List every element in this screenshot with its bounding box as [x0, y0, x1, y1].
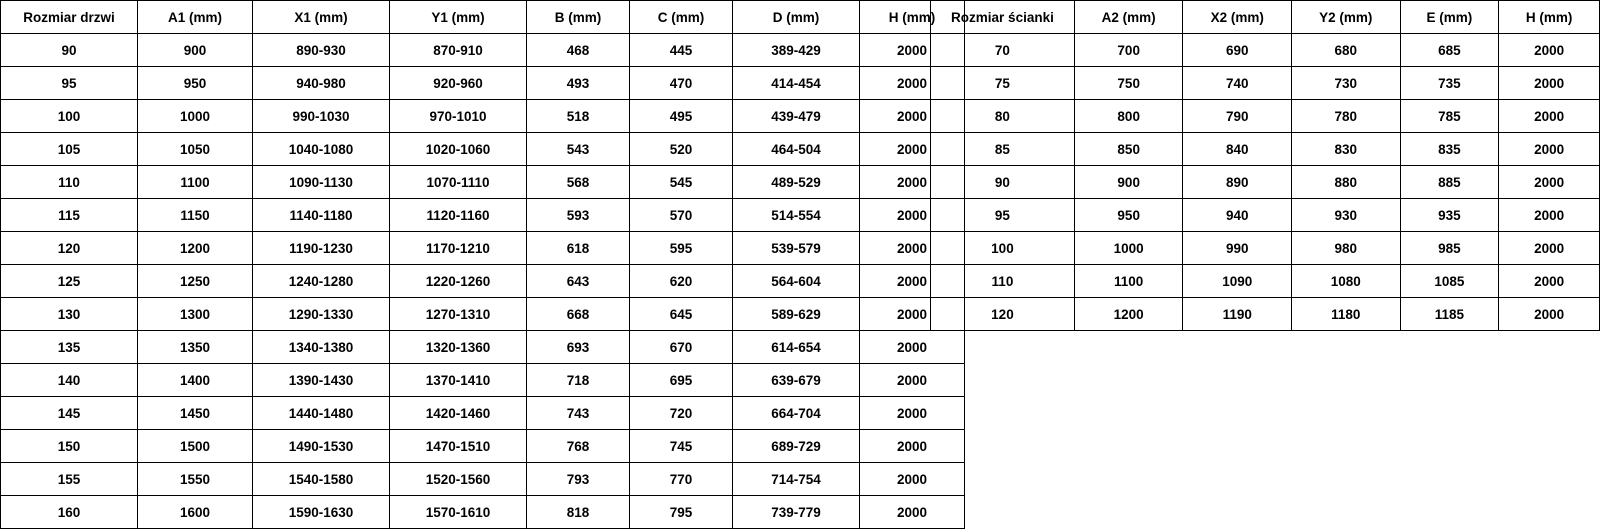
table-cell: 2000 [860, 133, 965, 166]
table-cell: 890 [1183, 166, 1292, 199]
table-cell: 940-980 [253, 67, 390, 100]
table-row [1, 67, 965, 100]
table-cell: 645 [630, 298, 733, 331]
doors_table-column-header: H (mm) [860, 1, 965, 34]
table-cell: 2000 [860, 463, 965, 496]
table-cell: 70 [931, 34, 1075, 67]
table-cell: 2000 [1499, 100, 1600, 133]
table-row [1, 331, 965, 364]
table-cell: 940 [1183, 199, 1292, 232]
table-cell: 1090-1130 [253, 166, 390, 199]
doors_table-column-header: X1 (mm) [253, 1, 390, 34]
walls_table-column-header: X2 (mm) [1183, 1, 1292, 34]
table-cell: 735 [1400, 67, 1499, 100]
table-cell: 120 [1, 232, 138, 265]
doors_table-column-header: Rozmiar drzwi [1, 1, 138, 34]
table-cell: 1470-1510 [390, 430, 527, 463]
table-cell: 1490-1530 [253, 430, 390, 463]
table-cell: 1440-1480 [253, 397, 390, 430]
table-cell: 1370-1410 [390, 364, 527, 397]
table-cell: 1350 [138, 331, 253, 364]
table-cell: 1400 [138, 364, 253, 397]
walls-size-table [930, 0, 1600, 331]
table-cell: 470 [630, 67, 733, 100]
table-cell: 1450 [138, 397, 253, 430]
table-row [1, 232, 965, 265]
table-cell: 2000 [1499, 265, 1600, 298]
doors_table-column-header: A1 (mm) [138, 1, 253, 34]
doors_table-column-header: B (mm) [527, 1, 630, 34]
table-cell: 2000 [860, 34, 965, 67]
table-cell: 595 [630, 232, 733, 265]
table-cell: 2000 [860, 364, 965, 397]
table-cell: 1290-1330 [253, 298, 390, 331]
table-cell: 2000 [1499, 133, 1600, 166]
table-cell: 2000 [1499, 232, 1600, 265]
table-cell: 1390-1430 [253, 364, 390, 397]
table-cell: 2000 [860, 496, 965, 529]
table-cell: 110 [931, 265, 1075, 298]
table-cell: 795 [630, 496, 733, 529]
table-cell: 100 [1, 100, 138, 133]
table-cell: 900 [1074, 166, 1183, 199]
table-cell: 1190 [1183, 298, 1292, 331]
table-cell: 639-679 [733, 364, 860, 397]
walls_table-column-header: A2 (mm) [1074, 1, 1183, 34]
table-cell: 1220-1260 [390, 265, 527, 298]
table-cell: 80 [931, 100, 1075, 133]
table-cell: 1070-1110 [390, 166, 527, 199]
table-row [1, 166, 965, 199]
table-cell: 2000 [860, 100, 965, 133]
table-cell: 2000 [1499, 166, 1600, 199]
walls-table-head [931, 1, 1600, 34]
doors_table-column-header: C (mm) [630, 1, 733, 34]
table-row [1, 397, 965, 430]
table-cell: 1420-1460 [390, 397, 527, 430]
table-cell: 614-654 [733, 331, 860, 364]
table-cell: 2000 [860, 166, 965, 199]
table-cell: 739-779 [733, 496, 860, 529]
table-cell: 105 [1, 133, 138, 166]
table-cell: 745 [630, 430, 733, 463]
table-cell: 740 [1183, 67, 1292, 100]
table-cell: 1200 [1074, 298, 1183, 331]
table-cell: 589-629 [733, 298, 860, 331]
table-cell: 2000 [860, 67, 965, 100]
table-cell: 1000 [138, 100, 253, 133]
table-header-row [1, 1, 965, 34]
table-cell: 2000 [1499, 199, 1600, 232]
table-cell: 140 [1, 364, 138, 397]
table-cell: 2000 [1499, 298, 1600, 331]
table-row [1, 265, 965, 298]
table-cell: 620 [630, 265, 733, 298]
table-cell: 990-1030 [253, 100, 390, 133]
table-cell: 1080 [1292, 265, 1401, 298]
walls_table-column-header: Y2 (mm) [1292, 1, 1401, 34]
table-cell: 668 [527, 298, 630, 331]
table-cell: 885 [1400, 166, 1499, 199]
table-cell: 130 [1, 298, 138, 331]
table-row [931, 133, 1600, 166]
table-row [931, 199, 1600, 232]
table-cell: 2000 [1499, 34, 1600, 67]
table-cell: 545 [630, 166, 733, 199]
table-cell: 1270-1310 [390, 298, 527, 331]
table-cell: 135 [1, 331, 138, 364]
table-cell: 1550 [138, 463, 253, 496]
table-cell: 935 [1400, 199, 1499, 232]
table-cell: 1100 [138, 166, 253, 199]
table-cell: 770 [630, 463, 733, 496]
table-cell: 980 [1292, 232, 1401, 265]
table-cell: 840 [1183, 133, 1292, 166]
doors_table-column-header: Y1 (mm) [390, 1, 527, 34]
table-cell: 785 [1400, 100, 1499, 133]
table-cell: 730 [1292, 67, 1401, 100]
table-cell: 543 [527, 133, 630, 166]
table-cell: 990 [1183, 232, 1292, 265]
table-cell: 618 [527, 232, 630, 265]
table-cell: 1340-1380 [253, 331, 390, 364]
table-cell: 800 [1074, 100, 1183, 133]
table-cell: 115 [1, 199, 138, 232]
table-cell: 145 [1, 397, 138, 430]
table-cell: 1140-1180 [253, 199, 390, 232]
table-cell: 664-704 [733, 397, 860, 430]
table-cell: 564-604 [733, 265, 860, 298]
table-cell: 718 [527, 364, 630, 397]
table-cell: 1020-1060 [390, 133, 527, 166]
table-cell: 680 [1292, 34, 1401, 67]
table-cell: 414-454 [733, 67, 860, 100]
table-cell: 593 [527, 199, 630, 232]
table-cell: 150 [1, 430, 138, 463]
table-row [1, 463, 965, 496]
table-row [931, 67, 1600, 100]
table-cell: 100 [931, 232, 1075, 265]
table-cell: 1150 [138, 199, 253, 232]
table-cell: 1250 [138, 265, 253, 298]
table-cell: 690 [1183, 34, 1292, 67]
table-cell: 110 [1, 166, 138, 199]
table-cell: 439-479 [733, 100, 860, 133]
table-cell: 2000 [860, 265, 965, 298]
table-header-row [931, 1, 1600, 34]
table-cell: 2000 [1499, 67, 1600, 100]
table-cell: 750 [1074, 67, 1183, 100]
table-cell: 1185 [1400, 298, 1499, 331]
table-cell: 2000 [860, 232, 965, 265]
table-cell: 495 [630, 100, 733, 133]
table-cell: 920-960 [390, 67, 527, 100]
table-cell: 850 [1074, 133, 1183, 166]
walls-table-body [931, 34, 1600, 331]
table-cell: 1180 [1292, 298, 1401, 331]
table-row [931, 100, 1600, 133]
table-cell: 120 [931, 298, 1075, 331]
table-cell: 835 [1400, 133, 1499, 166]
table-cell: 445 [630, 34, 733, 67]
table-cell: 160 [1, 496, 138, 529]
table-cell: 793 [527, 463, 630, 496]
table-cell: 2000 [860, 430, 965, 463]
table-cell: 780 [1292, 100, 1401, 133]
table-cell: 155 [1, 463, 138, 496]
table-cell: 1190-1230 [253, 232, 390, 265]
walls_table-column-header: H (mm) [1499, 1, 1600, 34]
table-cell: 75 [931, 67, 1075, 100]
table-cell: 85 [931, 133, 1075, 166]
table-row [1, 364, 965, 397]
table-row [931, 232, 1600, 265]
table-row [1, 199, 965, 232]
table-cell: 1100 [1074, 265, 1183, 298]
table-cell: 970-1010 [390, 100, 527, 133]
table-cell: 880 [1292, 166, 1401, 199]
doors-table-body [1, 34, 965, 529]
table-cell: 520 [630, 133, 733, 166]
table-cell: 695 [630, 364, 733, 397]
table-row [931, 298, 1600, 331]
table-row [931, 34, 1600, 67]
table-cell: 790 [1183, 100, 1292, 133]
table-cell: 930 [1292, 199, 1401, 232]
table-cell: 389-429 [733, 34, 860, 67]
table-row [1, 133, 965, 166]
table-cell: 539-579 [733, 232, 860, 265]
table-cell: 1500 [138, 430, 253, 463]
table-cell: 985 [1400, 232, 1499, 265]
table-cell: 768 [527, 430, 630, 463]
table-cell: 125 [1, 265, 138, 298]
table-row [931, 265, 1600, 298]
table-cell: 570 [630, 199, 733, 232]
table-cell: 464-504 [733, 133, 860, 166]
table-cell: 1320-1360 [390, 331, 527, 364]
table-cell: 1040-1080 [253, 133, 390, 166]
table-cell: 2000 [860, 199, 965, 232]
table-cell: 830 [1292, 133, 1401, 166]
table-cell: 743 [527, 397, 630, 430]
table-cell: 568 [527, 166, 630, 199]
table-cell: 693 [527, 331, 630, 364]
table-cell: 1240-1280 [253, 265, 390, 298]
table-cell: 2000 [860, 298, 965, 331]
table-cell: 1300 [138, 298, 253, 331]
table-cell: 1570-1610 [390, 496, 527, 529]
table-row [1, 496, 965, 529]
table-row [1, 100, 965, 133]
table-cell: 90 [931, 166, 1075, 199]
table-cell: 870-910 [390, 34, 527, 67]
table-cell: 1520-1560 [390, 463, 527, 496]
table-cell: 950 [138, 67, 253, 100]
walls_table-column-header: E (mm) [1400, 1, 1499, 34]
table-cell: 900 [138, 34, 253, 67]
table-cell: 1590-1630 [253, 496, 390, 529]
table-cell: 1170-1210 [390, 232, 527, 265]
doors-table-head [1, 1, 965, 34]
table-cell: 689-729 [733, 430, 860, 463]
table-cell: 1120-1160 [390, 199, 527, 232]
table-cell: 489-529 [733, 166, 860, 199]
table-cell: 720 [630, 397, 733, 430]
table-cell: 890-930 [253, 34, 390, 67]
table-cell: 95 [1, 67, 138, 100]
table-cell: 468 [527, 34, 630, 67]
table-cell: 670 [630, 331, 733, 364]
walls-size-table-container [930, 0, 1600, 331]
table-cell: 700 [1074, 34, 1183, 67]
table-cell: 90 [1, 34, 138, 67]
table-cell: 1050 [138, 133, 253, 166]
table-cell: 514-554 [733, 199, 860, 232]
table-cell: 95 [931, 199, 1075, 232]
doors_table-column-header: D (mm) [733, 1, 860, 34]
table-cell: 1000 [1074, 232, 1183, 265]
table-cell: 1600 [138, 496, 253, 529]
table-cell: 818 [527, 496, 630, 529]
table-row [1, 298, 965, 331]
table-cell: 493 [527, 67, 630, 100]
table-cell: 2000 [860, 397, 965, 430]
table-cell: 518 [527, 100, 630, 133]
table-cell: 714-754 [733, 463, 860, 496]
table-cell: 950 [1074, 199, 1183, 232]
table-cell: 1090 [1183, 265, 1292, 298]
table-row [1, 34, 965, 67]
table-cell: 643 [527, 265, 630, 298]
table-cell: 2000 [860, 331, 965, 364]
table-cell: 1540-1580 [253, 463, 390, 496]
table-cell: 685 [1400, 34, 1499, 67]
table-cell: 1085 [1400, 265, 1499, 298]
walls_table-column-header: Rozmiar ścianki [931, 1, 1075, 34]
table-cell: 1200 [138, 232, 253, 265]
table-row [931, 166, 1600, 199]
table-row [1, 430, 965, 463]
